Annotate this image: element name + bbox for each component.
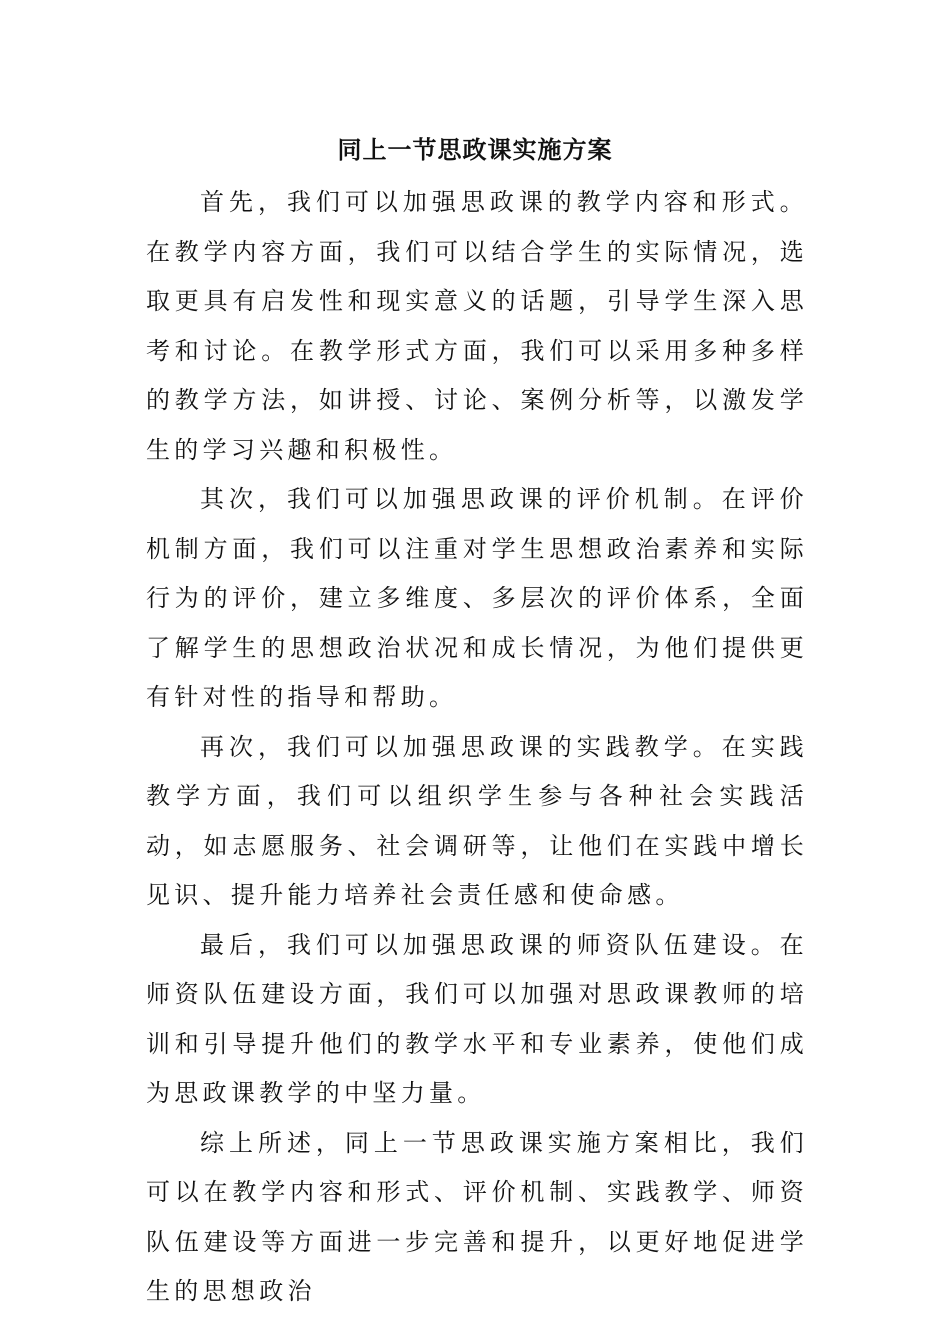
paragraph-evaluation: 其次，我们可以加强思政课的评价机制。在评价机制方面，我们可以注重对学生思想政治素养和实际行为的评价，建立多维度、多层次的评价体系，全面了解学生的思想政治状况和成长情况，为他们提供更有针对性的指导和帮助。 — [146, 485, 808, 711]
paragraph-practice: 再次，我们可以加强思政课的实践教学。在实践教学方面，我们可以组织学生参与各种社会实践活动，如志愿服务、社会调研等，让他们在实践中增长见识、提升能力培养社会责任感和使命感。 — [146, 732, 808, 909]
paragraph-faculty: 最后，我们可以加强思政课的师资队伍建设。在师资队伍建设方面，我们可以加强对思政课教师的培训和引导提升他们的教学水平和专业素养，使他们成为思政课教学的中坚力量。 — [146, 930, 808, 1107]
document-body — [146, 178, 808, 1317]
document-title: 同上一节思政课实施方案 — [337, 135, 613, 164]
paragraph-teaching-content: 首先，我们可以加强思政课的教学内容和形式。在教学内容方面，我们可以结合学生的实际情况，选取更具有启发性和现实意义的话题，引导学生深入思考和讨论。在教学形式方面，我们可以采用多种多样的教学方法，如讲授、讨论、案例分析等，以激发学生的学习兴趣和积极性。 — [146, 188, 808, 464]
paragraph-summary: 综上所述，同上一节思政课实施方案相比，我们可以在教学内容和形式、评价机制、实践教学、师资队伍建设等方面进一步完善和提升，以更好地促进学生的思想政治 — [146, 1128, 808, 1305]
